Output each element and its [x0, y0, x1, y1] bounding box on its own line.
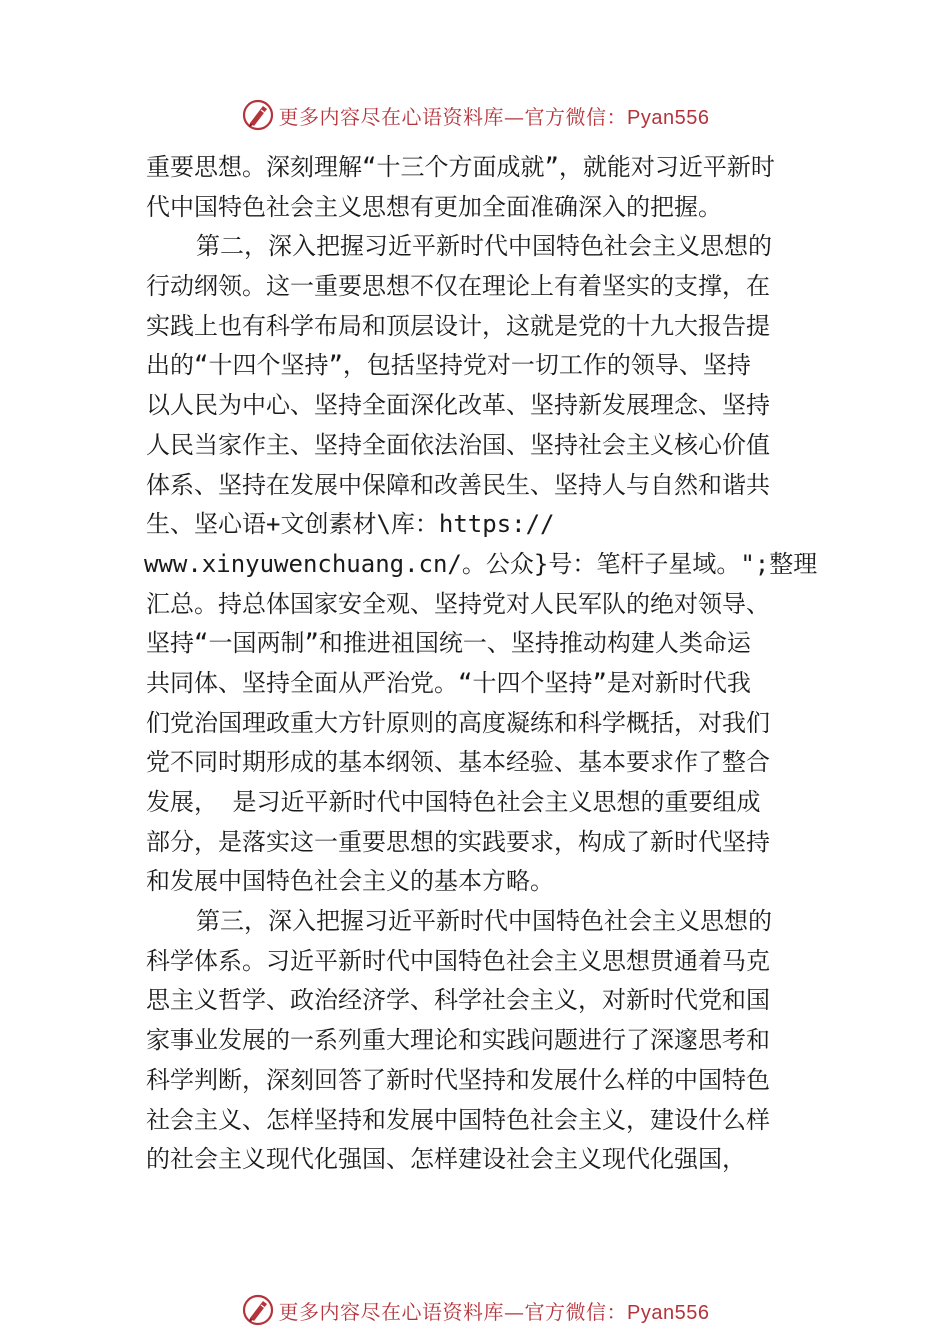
banner-separator: — [504, 1299, 525, 1324]
text-line: 家事业发展的一系列重大理论和实践问题进行了深邃思考和 [146, 1026, 770, 1055]
text-line: 第二，深入把握习近平新时代中国特色社会主义思想的 [196, 232, 772, 261]
text-line: 实践上也有科学布局和顶层设计，这就是党的十九大报告提 [146, 311, 770, 340]
text-line: 代中国特色社会主义思想有更加全面准确深入的把握。 [146, 192, 722, 221]
text-line: 人民当家作主、坚持全面依法治国、坚持社会主义核心价值 [146, 430, 770, 459]
banner-wechat-label: 官方微信： [524, 104, 628, 129]
banner-main-text: 更多内容尽在心语资料库 [278, 1299, 505, 1324]
text-line: 体系、坚持在发展中保障和改善民生、坚持人与自然和谐共 [146, 470, 770, 499]
header-banner [0, 95, 950, 135]
pen-logo-icon [241, 98, 275, 132]
text-line: 党不同时期形成的基本纲领、基本经验、基本要求作了整合 [146, 748, 770, 777]
text-line: 坚持“一国两制”和推进祖国统一、坚持推动构建人类命运 [146, 629, 751, 658]
text-line: 出的“十四个坚持”，包括坚持党对一切工作的领导、坚持 [146, 351, 751, 380]
pen-logo-icon [241, 1293, 275, 1327]
document-body [146, 148, 826, 1180]
banner-main-text: 更多内容尽在心语资料库 [278, 104, 505, 129]
footer-banner [0, 1290, 950, 1330]
text-line: 部分，是落实这一重要思想的实践要求，构成了新时代坚持 [146, 827, 770, 856]
text-line: 以人民为中心、坚持全面深化改革、坚持新发展理念、坚持 [146, 391, 770, 420]
text-line: 的社会主义现代化强国、怎样建设社会主义现代化强国， [146, 1145, 746, 1174]
text-line: 汇总。持总体国家安全观、坚持党对人民军队的绝对领导、 [146, 589, 770, 618]
text-line: 共同体、坚持全面从严治党。“十四个坚持”是对新时代我 [146, 668, 751, 697]
text-line: 们党治国理政重大方针原则的高度凝练和科学概括，对我们 [146, 708, 770, 737]
banner-text [279, 1296, 710, 1325]
text-line: 科学体系。习近平新时代中国特色社会主义思想贯通着马克 [146, 946, 770, 975]
banner-wechat-id: Pyan556 [627, 1301, 710, 1324]
text-line: 行动纲领。这一重要思想不仅在理论上有着坚实的支撑，在 [146, 272, 770, 301]
text-line: 和发展中国特色社会主义的基本方略。 [146, 867, 554, 896]
banner-separator: — [504, 104, 525, 129]
text-line: www.xinyuwenchuang.cn/。公众}号：笔杆子星域。";整理 [144, 549, 818, 578]
text-line: 重要思想。深刻理解“十三个方面成就”，就能对习近平新时 [146, 153, 775, 181]
text-line: 发展， 是习近平新时代中国特色社会主义思想的重要组成 [146, 788, 761, 816]
banner-wechat-id: Pyan556 [627, 106, 710, 129]
banner-text [279, 101, 710, 130]
text-line: 第三，深入把握习近平新时代中国特色社会主义思想的 [196, 907, 772, 936]
text-line: 科学判断，深刻回答了新时代坚持和发展什么样的中国特色 [146, 1065, 770, 1094]
text-line: 思主义哲学、政治经济学、科学社会主义，对新时代党和国 [146, 986, 770, 1015]
banner-wechat-label: 官方微信： [524, 1299, 628, 1324]
text-line: 社会主义、怎样坚持和发展中国特色社会主义，建设什么样 [146, 1105, 770, 1134]
text-line: 生、坚心语+文创素材\库：https:// [146, 510, 555, 539]
